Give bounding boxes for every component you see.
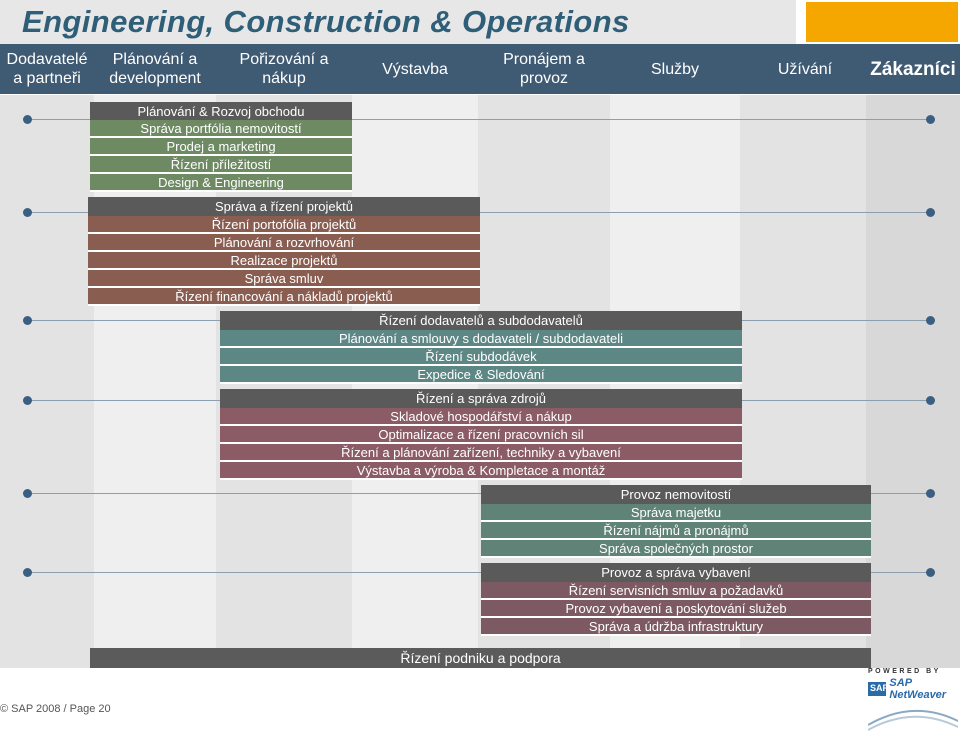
row-dot [23, 115, 32, 124]
enterprise-support-bar: Řízení podniku a podpora [90, 648, 871, 668]
row-dot [926, 489, 935, 498]
projects-item: Realizace projektů [88, 252, 480, 270]
column-header-procurement: Pořizování a nákup [239, 51, 329, 87]
equipment-item: Provoz vybavení a poskytování služeb [481, 600, 871, 618]
suppliers-header: Řízení dodavatelů a subdodavatelů [220, 311, 742, 330]
column-header-rental: Pronájem a provoz [503, 51, 585, 87]
footer-text: © SAP 2008 / Page 20 [0, 703, 111, 715]
development-header: Plánování & Rozvoj obchodu [90, 102, 352, 120]
row-dot [926, 316, 935, 325]
accent-block [806, 2, 958, 42]
row-dot [23, 396, 32, 405]
row-dot [926, 115, 935, 124]
projects-item: Řízení portofólia projektů [88, 216, 480, 234]
row-dot [926, 208, 935, 217]
title-banner [0, 0, 796, 44]
column-header-planning: Plánování a development [109, 51, 201, 87]
column-header-construction: Výstavba [382, 60, 448, 78]
row-dot [23, 316, 32, 325]
row-dot [23, 208, 32, 217]
equipment-item: Řízení servisních smluv a požadavků [481, 582, 871, 600]
row-dot [926, 396, 935, 405]
projects-header: Správa a řízení projektů [88, 197, 480, 216]
sap-netweaver-logo [868, 668, 958, 722]
column-suppliers [0, 95, 94, 668]
page-title: Engineering, Construction & Operations [22, 4, 630, 39]
logo-line-2: SAP NetWeaver [889, 677, 947, 701]
column-customers [866, 95, 960, 668]
resources-header: Řízení a správa zdrojů [220, 389, 742, 408]
column-header-suppliers: Dodavatelé a partneři [6, 51, 88, 87]
column-header-services: Služby [650, 60, 700, 78]
projects-item: Řízení financování a nákladů projektů [88, 288, 480, 306]
resources-item: Optimalizace a řízení pracovních sil [220, 426, 742, 444]
equipment-header: Provoz a správa vybavení [481, 563, 871, 582]
equipment-item: Správa a údržba infrastruktury [481, 618, 871, 636]
projects-item: Správa smluv [88, 270, 480, 288]
development-item: Design & Engineering [90, 174, 352, 192]
property-item: Správa majetku [481, 504, 871, 522]
suppliers-item: Plánování a smlouvy s dodavateli / subdodavateli [220, 330, 742, 348]
development-item: Prodej a marketing [90, 138, 352, 156]
column-header-usage: Užívání [777, 60, 833, 78]
column-header-bar [0, 44, 960, 94]
suppliers-item: Expedice & Sledování [220, 366, 742, 384]
row-dot [23, 489, 32, 498]
column-header-customers: Zákazníci [870, 58, 956, 80]
row-dot [926, 568, 935, 577]
property-header: Provoz nemovitostí [481, 485, 871, 504]
resources-item: Skladové hospodářství a nákup [220, 408, 742, 426]
development-item: Řízení příležitostí [90, 156, 352, 174]
property-item: Správa společných prostor [481, 540, 871, 558]
property-item: Řízení nájmů a pronájmů [481, 522, 871, 540]
logo-swoosh-icon [868, 703, 958, 733]
development-item: Správa portfólia nemovitostí [90, 120, 352, 138]
row-dot [23, 568, 32, 577]
logo-line-1: POWERED BY [868, 668, 941, 675]
projects-item: Plánování a rozvrhování [88, 234, 480, 252]
suppliers-item: Řízení subdodávek [220, 348, 742, 366]
resources-item: Výstavba a výroba & Kompletace a montáž [220, 462, 742, 480]
sap-icon: SAP [868, 682, 886, 696]
resources-item: Řízení a plánování zařízení, techniky a vybavení [220, 444, 742, 462]
